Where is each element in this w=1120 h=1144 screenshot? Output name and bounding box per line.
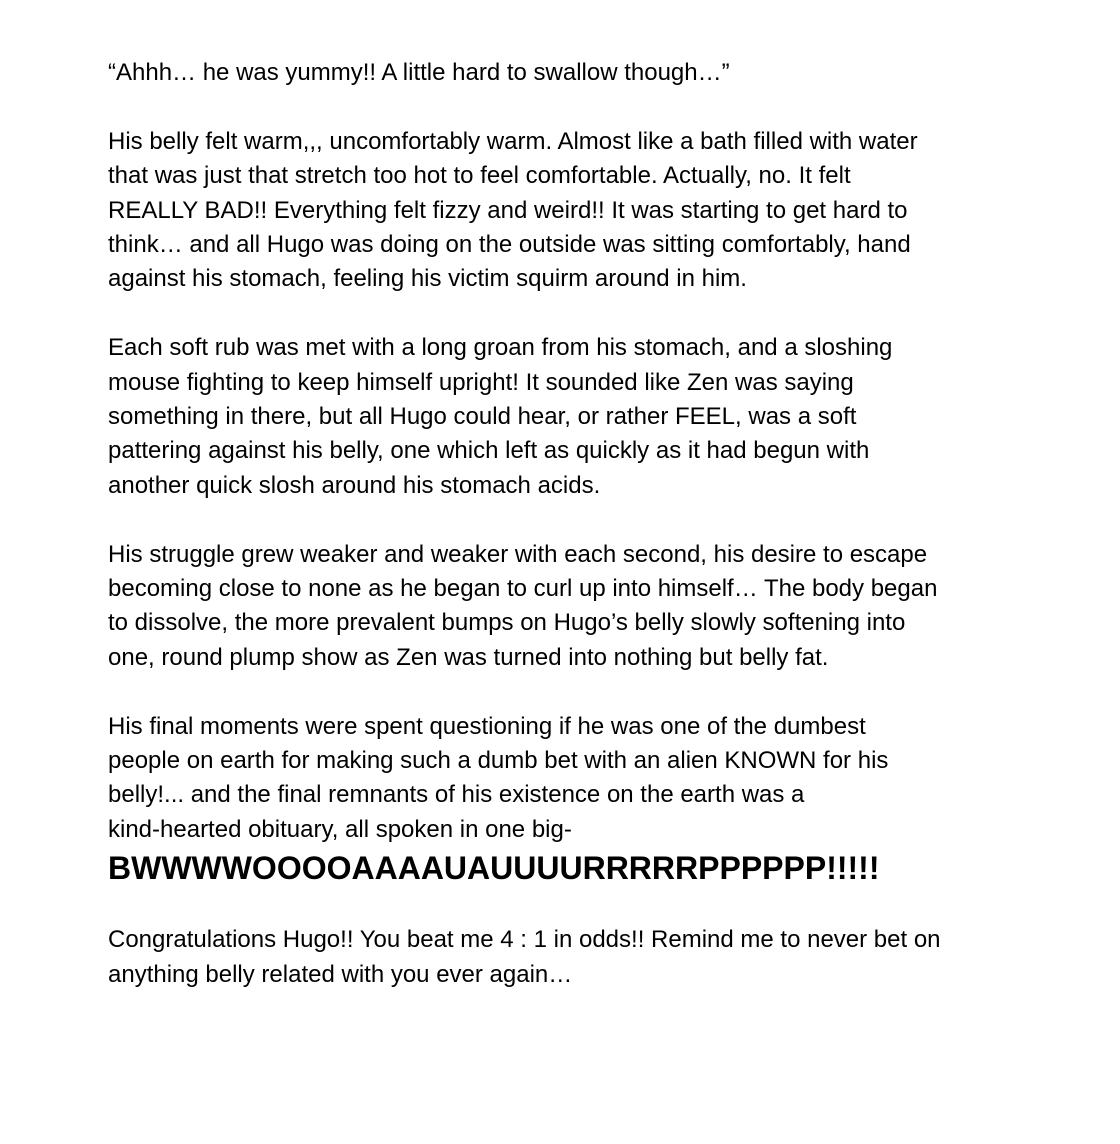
shout-text: BWWWWOOOOAAAAUAUUUURRRRRPPPPPP!!!!! xyxy=(108,850,880,887)
paragraph-closing: Congratulations Hugo!! You beat me 4 : 1 in odds!! Remind me to never bet on anything belly related with you ever again… xyxy=(108,926,941,988)
document-page xyxy=(108,56,1018,1026)
paragraph-belly-warm: His belly felt warm,,, uncomfortably warm. Almost like a bath filled with water that was just that stretch too hot to feel comfortable. Actually, no. It felt REALLY BAD!! Everything felt fizzy and weird!! It was starting to get hard to think… and all Hugo was doing on the outside was sitting comfortably, hand against his stomach, feeling his victim squirm around in him. xyxy=(108,127,918,293)
paragraph-soft-rub: Each soft rub was met with a long groan from his stomach, and a sloshing mouse fighting to keep himself upright! It sounded like Zen was saying something in there, but all Hugo could hear, or rather FEEL, was a soft pattering against his belly, one which left as quickly as it had begun with another quick slosh around his stomach acids. xyxy=(108,334,893,499)
paragraph-final-moments: His final moments were spent questioning if he was one of the dumbest people on earth for making such a dumb bet with an alien KNOWN for his belly!... and the final remnants of his existence on the earth was a kind-hearted obituary, all spoken in one big- xyxy=(108,712,889,843)
paragraph-struggle: His struggle grew weaker and weaker with each second, his desire to escape becoming close to none as he began to curl up into himself… The body began to dissolve, the more prevalent bumps on Hugo’s belly slowly softening into one, round plump show as Zen was turned into nothing but belly fat. xyxy=(108,540,938,671)
paragraph-opening-quote: “Ahhh… he was yummy!! A little hard to swallow though…” xyxy=(108,59,730,86)
